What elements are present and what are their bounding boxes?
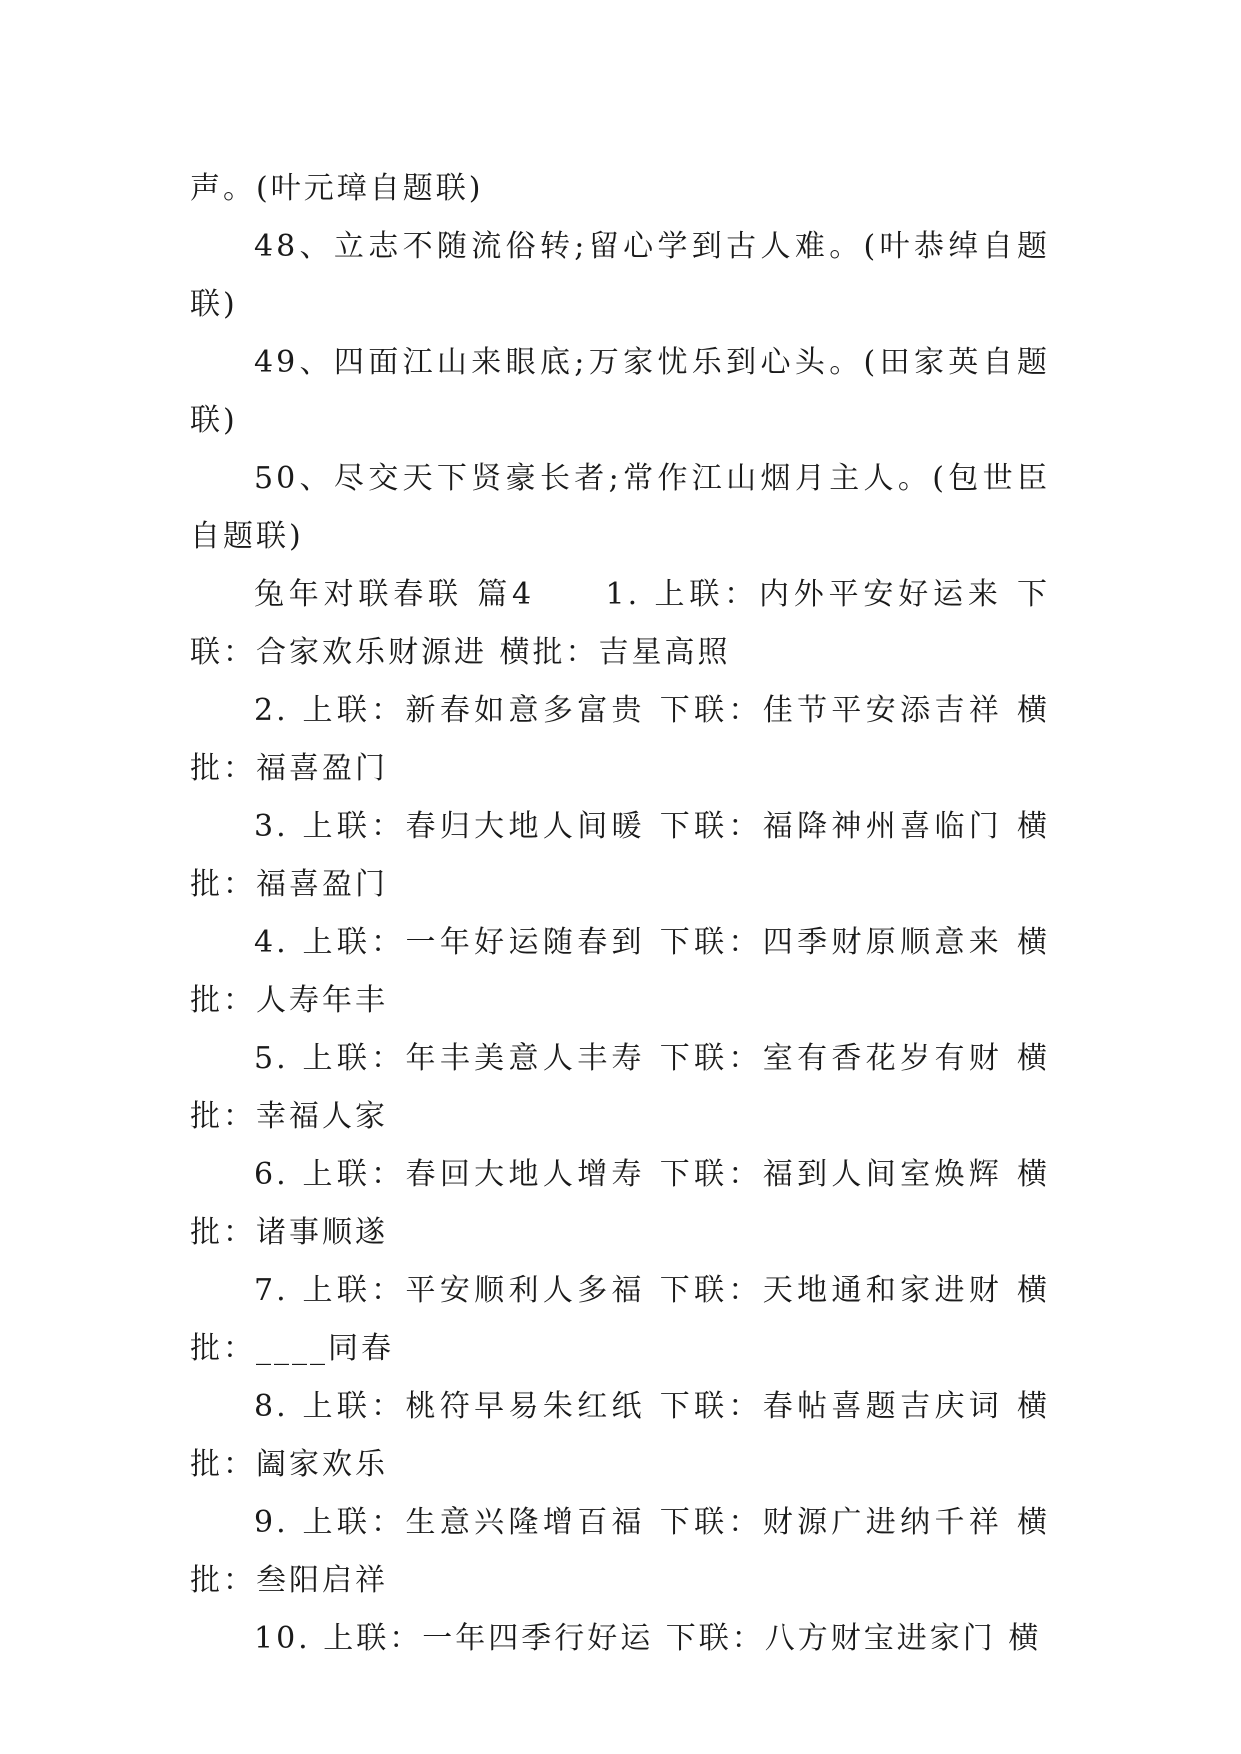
paragraph-couplet-5: 5. 上联：年丰美意人丰寿 下联：室有香花岁有财 横批：幸福人家	[190, 1041, 1050, 1134]
paragraph-couplet-8: 8. 上联：桃符早易朱红纸 下联：春帖喜题吉庆词 横批：阖家欢乐	[190, 1389, 1050, 1482]
paragraph-couplet-4: 4. 上联：一年好运随春到 下联：四季财原顺意来 横批：人寿年丰	[190, 925, 1050, 1018]
paragraph-couplet-6: 6. 上联：春回大地人增寿 下联：福到人间室焕辉 横批：诸事顺遂	[190, 1157, 1050, 1250]
paragraph-couplet-50: 50、尽交天下贤豪长者;常作江山烟月主人。(包世臣自题联)	[190, 461, 1050, 554]
document-body	[190, 160, 1050, 1668]
paragraph-couplet-9: 9. 上联：生意兴隆增百福 下联：财源广进纳千祥 横批：叁阳启祥	[190, 1505, 1050, 1598]
paragraph-couplet-3: 3. 上联：春归大地人间暖 下联：福降神州喜临门 横批：福喜盈门	[190, 809, 1050, 902]
paragraph-couplet-48: 48、立志不随流俗转;留心学到古人难。(叶恭绰自题联)	[190, 229, 1050, 322]
paragraph-couplet-49: 49、四面江山来眼底;万家忧乐到心头。(田家英自题联)	[190, 345, 1050, 438]
paragraph-continuation: 声。(叶元璋自题联)	[190, 171, 484, 206]
paragraph-section-4-couplet-1: 兔年对联春联 篇4 1. 上联：内外平安好运来 下联：合家欢乐财源进 横批：吉星高照	[190, 577, 1050, 670]
paragraph-couplet-2: 2. 上联：新春如意多富贵 下联：佳节平安添吉祥 横批：福喜盈门	[190, 693, 1050, 786]
paragraph-couplet-10: 10. 上联：一年四季行好运 下联：八方财宝进家门 横	[254, 1621, 1042, 1656]
paragraph-couplet-7: 7. 上联：平安顺利人多福 下联：天地通和家进财 横批：____同春	[190, 1273, 1050, 1366]
